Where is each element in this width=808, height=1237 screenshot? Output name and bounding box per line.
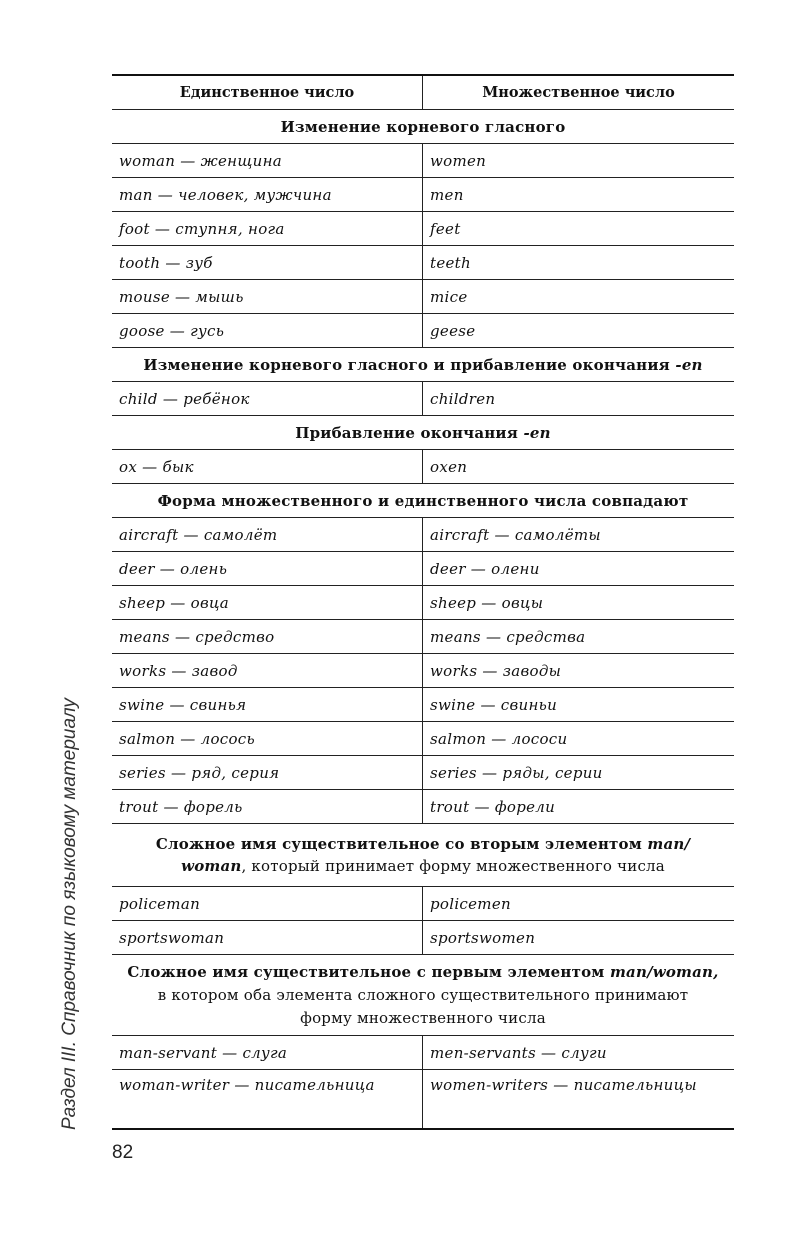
table-row xyxy=(112,586,734,620)
plural-cell: policemen xyxy=(423,887,735,921)
singular-cell: swine — свинья xyxy=(112,688,423,722)
table-row xyxy=(112,654,734,688)
plural-cell: series — ряды, серии xyxy=(423,756,735,790)
singular-cell: sportswoman xyxy=(112,921,423,955)
singular-cell: woman-writer — писательница xyxy=(112,1070,423,1130)
plural-cell: mice xyxy=(423,280,735,314)
singular-cell: works — завод xyxy=(112,654,423,688)
plural-forms-table xyxy=(112,74,734,1130)
header-plural: Множественное число xyxy=(423,75,735,110)
section-heading-row xyxy=(112,484,734,518)
singular-cell: tooth — зуб xyxy=(112,246,423,280)
section-heading-line2: , который принимает форму множественного числа xyxy=(241,857,665,875)
table-row xyxy=(112,518,734,552)
table-row xyxy=(112,620,734,654)
plural-cell: children xyxy=(423,382,735,416)
header-singular: Единственное число xyxy=(112,75,423,110)
singular-cell: trout — форель xyxy=(112,790,423,824)
section-heading xyxy=(112,955,734,1036)
table-row xyxy=(112,280,734,314)
section-heading-text: Прибавление окончания xyxy=(295,423,519,442)
section-heading xyxy=(112,348,734,382)
section-heading-line3: форму множественного числа xyxy=(300,1008,546,1027)
section-heading-suffix: -en xyxy=(523,423,551,442)
plural-cell: feet xyxy=(423,212,735,246)
table-row xyxy=(112,552,734,586)
table-row xyxy=(112,887,734,921)
section-heading-suffix: -en xyxy=(675,355,703,374)
singular-cell: mouse — мышь xyxy=(112,280,423,314)
table-row xyxy=(112,144,734,178)
section-heading-row xyxy=(112,348,734,382)
table-row xyxy=(112,1070,734,1130)
singular-cell: series — ряд, серия xyxy=(112,756,423,790)
section-heading-em: man/ xyxy=(647,835,691,853)
plural-cell: men xyxy=(423,178,735,212)
table-header-row xyxy=(112,75,734,110)
plural-cell: women xyxy=(423,144,735,178)
singular-cell: sheep — овца xyxy=(112,586,423,620)
plural-cell: women-writers — писательницы xyxy=(423,1070,735,1130)
singular-cell: salmon — лосось xyxy=(112,722,423,756)
table-row xyxy=(112,314,734,348)
section-heading-row xyxy=(112,110,734,144)
plural-cell: sheep — овцы xyxy=(423,586,735,620)
section-heading-line2: в котором оба элемента сложного существительного принимают xyxy=(157,985,689,1004)
plural-cell: teeth xyxy=(423,246,735,280)
plural-cell: deer — олени xyxy=(423,552,735,586)
section-heading-line1: Сложное имя существительное с первым элементом xyxy=(127,962,605,981)
section-heading-row xyxy=(112,416,734,450)
table-row xyxy=(112,1036,734,1070)
singular-cell: policeman xyxy=(112,887,423,921)
section-heading-text: Изменение корневого гласного и прибавление окончания xyxy=(143,355,670,374)
table-row xyxy=(112,450,734,484)
plural-cell: trout — форели xyxy=(423,790,735,824)
singular-cell: ox — бык xyxy=(112,450,423,484)
plural-cell: men-servants — слуги xyxy=(423,1036,735,1070)
table-row xyxy=(112,246,734,280)
singular-cell: man-servant — слуга xyxy=(112,1036,423,1070)
plural-cell: sportswomen xyxy=(423,921,735,955)
section-heading-em: woman xyxy=(181,857,242,875)
section-heading-row xyxy=(112,955,734,1036)
singular-cell: foot — ступня, нога xyxy=(112,212,423,246)
plural-cell: swine — свиньи xyxy=(423,688,735,722)
plural-cell: works — заводы xyxy=(423,654,735,688)
section-heading-em: man/woman, xyxy=(609,962,719,981)
section-heading xyxy=(112,416,734,450)
page-number: 82 xyxy=(112,1142,134,1163)
section-heading-line1: Сложное имя существительное со вторым элементом xyxy=(155,835,642,853)
plural-cell: geese xyxy=(423,314,735,348)
singular-cell: man — человек, мужчина xyxy=(112,178,423,212)
section-heading-row xyxy=(112,824,734,887)
singular-cell: aircraft — самолёт xyxy=(112,518,423,552)
singular-cell: deer — олень xyxy=(112,552,423,586)
singular-cell: means — средство xyxy=(112,620,423,654)
table-row xyxy=(112,178,734,212)
singular-cell: child — ребёнок xyxy=(112,382,423,416)
section-heading: Форма множественного и единственного числа совпадают xyxy=(112,484,734,518)
table-row xyxy=(112,921,734,955)
table-row xyxy=(112,722,734,756)
table-row xyxy=(112,382,734,416)
table-row xyxy=(112,756,734,790)
plural-cell: salmon — лососи xyxy=(423,722,735,756)
plural-cell: oxen xyxy=(423,450,735,484)
plural-cell: aircraft — самолёты xyxy=(423,518,735,552)
table-row xyxy=(112,688,734,722)
singular-cell: woman — женщина xyxy=(112,144,423,178)
section-heading: Изменение корневого гласного xyxy=(112,110,734,144)
singular-cell: goose — гусь xyxy=(112,314,423,348)
table-row xyxy=(112,212,734,246)
plural-cell: means — средства xyxy=(423,620,735,654)
section-running-title: Раздел III. Справочник по языковому материалу xyxy=(59,698,80,1130)
section-heading xyxy=(112,824,734,887)
table-row xyxy=(112,790,734,824)
